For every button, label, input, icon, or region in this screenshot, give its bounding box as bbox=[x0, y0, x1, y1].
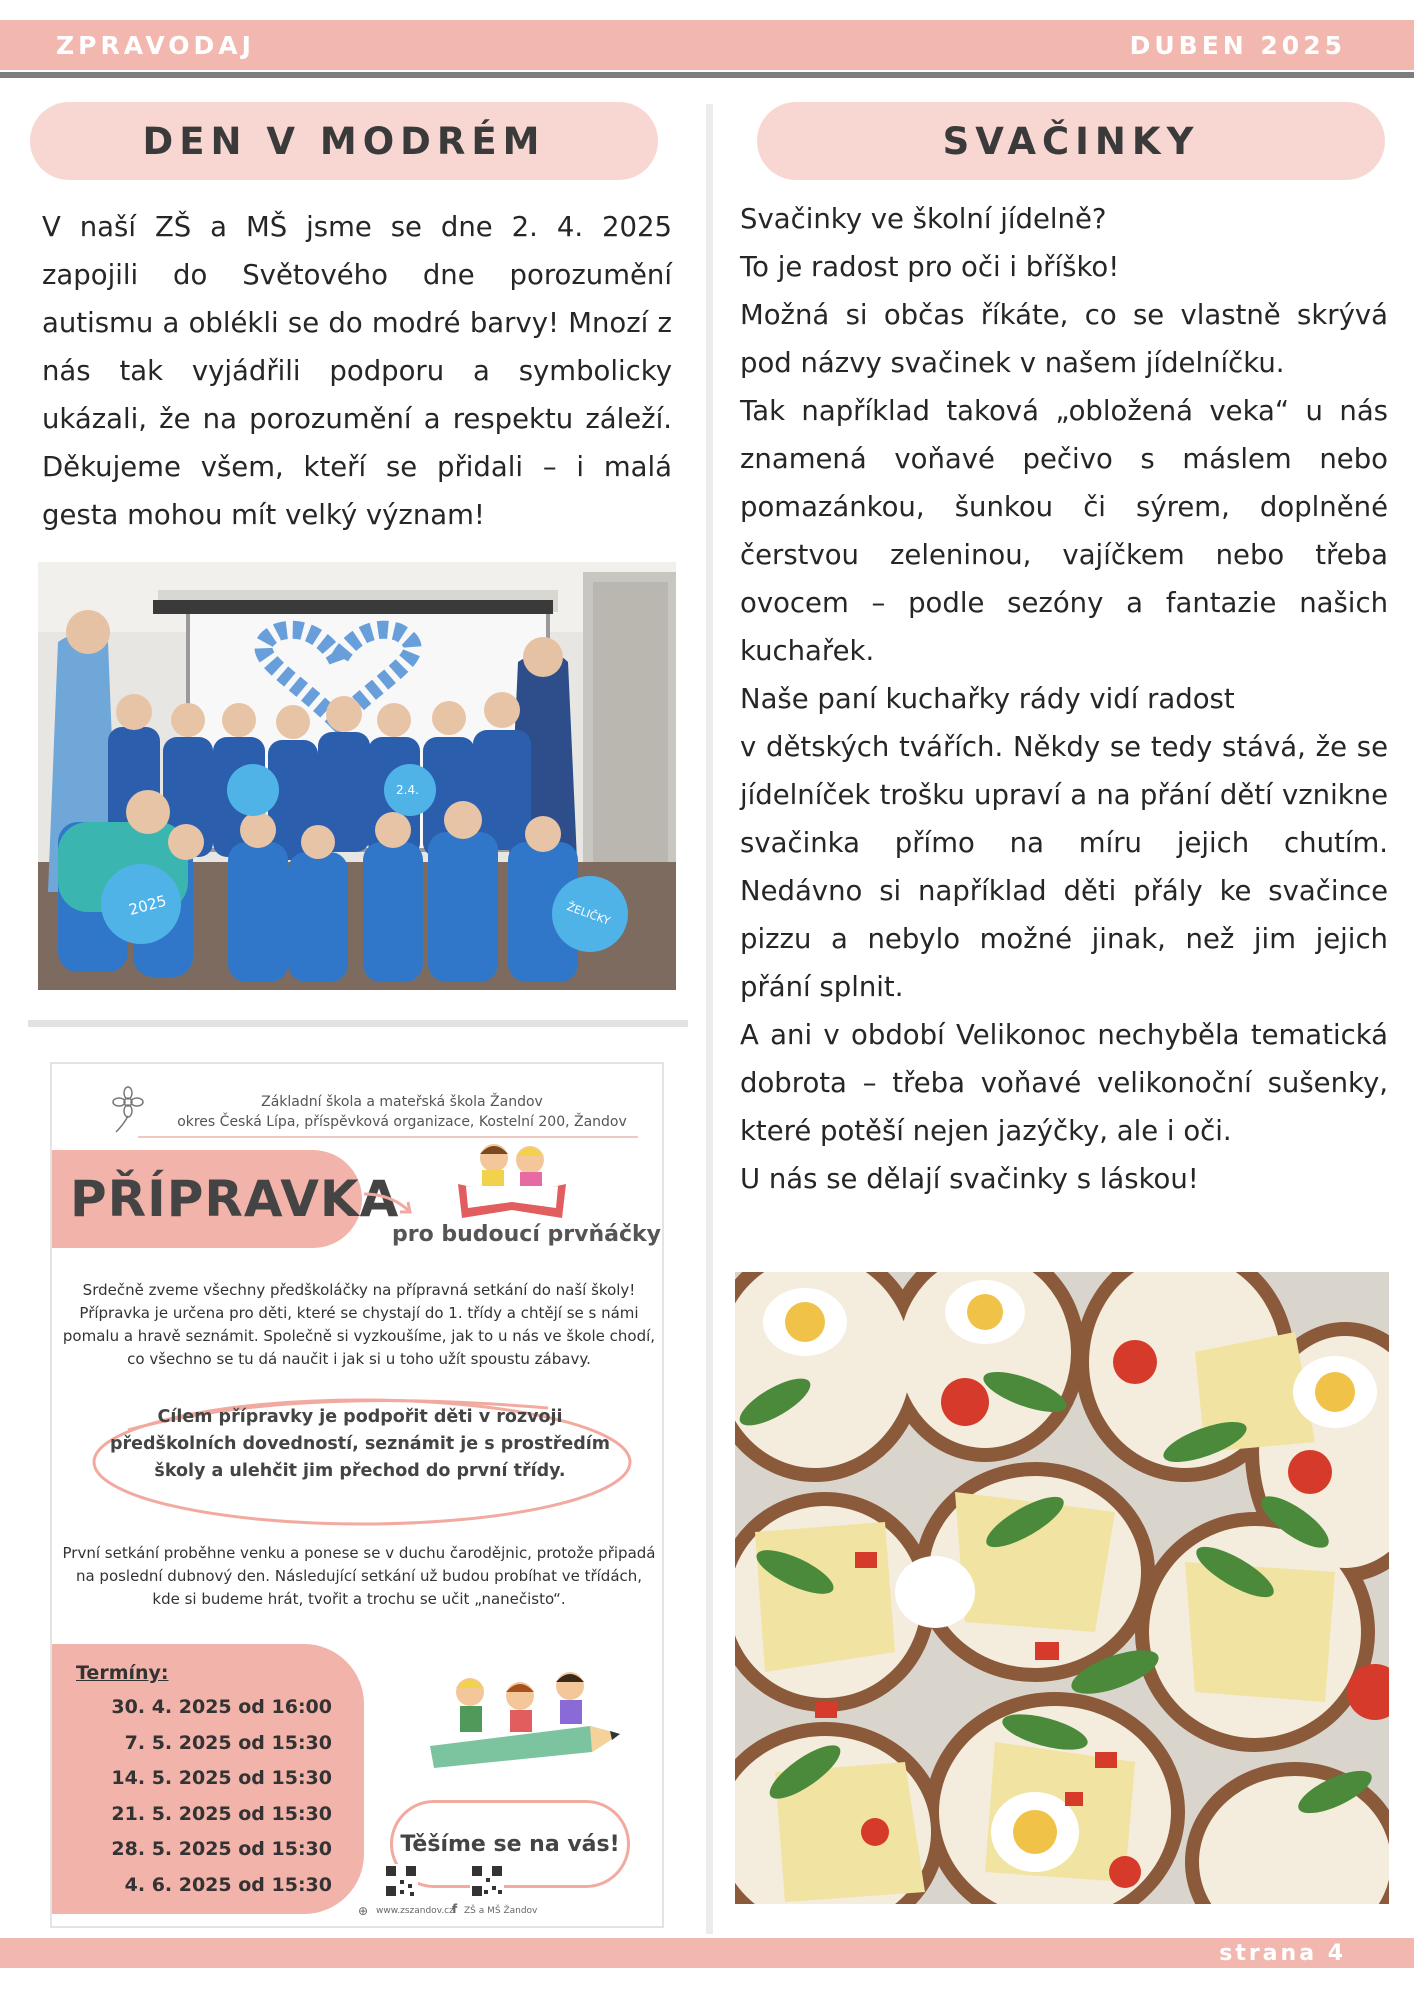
arrow-icon bbox=[360, 1184, 420, 1224]
issue-date: DUBEN 2025 bbox=[1129, 30, 1346, 60]
reading-kids-illustration bbox=[452, 1134, 572, 1220]
closing-badge: Těšíme se na vás! bbox=[390, 1800, 630, 1888]
poster-info: První setkání proběhne venku a ponese se v duchu čarodějnic, protože připadá na poslední dubnový den. Následující setkání už budou probíhat ve třídách, kde si budeme hrát, tvořit a trochu se učit „nanečisto“. bbox=[62, 1544, 656, 1608]
terms-box bbox=[52, 1644, 364, 1914]
qr-code-icon bbox=[384, 1864, 418, 1898]
svacinky-line: U nás se dělají svačinky s láskou! bbox=[740, 1163, 1199, 1195]
poster-subtitle: pro budoucí prvňáčky bbox=[392, 1222, 662, 1247]
kids-on-pencil-illustration bbox=[420, 1656, 630, 1776]
term-date: 28. 5. 2025 od 15:30 bbox=[111, 1838, 332, 1860]
section-title-svacinky: SVAČINKY bbox=[757, 102, 1385, 180]
section-divider bbox=[28, 1020, 688, 1027]
terms-title: Termíny: bbox=[76, 1662, 169, 1684]
balloon-label: ŽELIČKY bbox=[565, 900, 612, 928]
svacinky-line: Naše paní kuchařky rády vidí radost bbox=[740, 683, 1235, 715]
qr-code-icon bbox=[470, 1864, 504, 1898]
svacinky-line: Možná si občas říkáte, co se vlastně skrývá pod názvy svačinek v našem jídelníčku. bbox=[740, 299, 1388, 379]
term-date: 7. 5. 2025 od 15:30 bbox=[124, 1731, 332, 1754]
poster-title: PŘÍPRAVKA bbox=[52, 1150, 362, 1248]
facebook-icon: f bbox=[452, 1902, 458, 1916]
svacinky-line: To je radost pro oči i bříško! bbox=[740, 251, 1120, 283]
svacinky-line: v dětských tvářích. Někdy se tedy stává, že se jídelníček trošku upraví a na přání dětí vznikne svačinka přímo na míru jejich chutím. Nedávno si například děti přály ke svačince pizzu a nebylo možné jinak, než jim jejich přání splnit. bbox=[740, 731, 1388, 1003]
section-title-den-v-modrem: DEN V MODRÉM bbox=[30, 102, 658, 180]
column-divider bbox=[706, 104, 713, 1934]
term-date: 21. 5. 2025 od 15:30 bbox=[111, 1802, 332, 1825]
globe-icon: ⊕ bbox=[358, 1904, 369, 1918]
poster-web: www.zszandov.cz bbox=[376, 1906, 454, 1916]
footer-band bbox=[0, 1938, 1414, 1968]
balloon-label: 2.4. bbox=[396, 783, 419, 797]
snacks-photo bbox=[735, 1272, 1389, 1904]
term-date: 14. 5. 2025 od 15:30 bbox=[111, 1767, 332, 1789]
page-number: strana 4 bbox=[1219, 1940, 1346, 1966]
svacinky-text bbox=[740, 195, 1388, 1203]
term-date: 4. 6. 2025 od 15:30 bbox=[124, 1873, 332, 1896]
header-band bbox=[0, 20, 1414, 70]
poster-fb: ZŠ a MŠ Žandov bbox=[464, 1906, 538, 1916]
den-v-modrem-paragraph: V naší ZŠ a MŠ jsme se dne 2. 4. 2025 zapojili do Světového dne porozumění autismu a oblékli se do modré barvy! Mnozí z nás tak vyjádřili podporu a symbolicky ukázali, že na porozumění a respektu záleží. Děkujeme všem, kteří se přidali – i malá gesta mohou mít velký význam! bbox=[42, 211, 672, 531]
poster-goal: Cílem přípravky je podpořit děti v rozvoji předškolních dovedností, seznámit je s prostředím školy a ulehčit jim přechod do první třídy. bbox=[109, 1407, 610, 1481]
header-rule bbox=[0, 72, 1414, 78]
term-date: 30. 4. 2025 od 16:00 bbox=[111, 1696, 332, 1718]
svacinky-line: A ani v období Velikonoc nechyběla tematická dobrota – třeba voňavé velikonoční sušenky, které potěší nejen jazýčky, ale i oči. bbox=[740, 1019, 1388, 1147]
svacinky-line: Svačinky ve školní jídelně? bbox=[740, 203, 1107, 235]
school-name bbox=[152, 1092, 652, 1132]
flower-logo-icon bbox=[108, 1086, 148, 1134]
school-line-1: Základní škola a mateřská škola Žandov bbox=[261, 1094, 543, 1110]
class-photo bbox=[38, 562, 676, 990]
poster-intro: Srdečně zveme všechny předškoláčky na přípravná setkání do naší školy! Přípravka je určena pro děti, které se chystají do 1. třídy a chtějí se s námi pomalu a hravě seznámit. Společně si vyzkoušíme, jak to u nás ve škole chodí, co všechno se tu dá naučit i jak si u toho užít spoustu zábavy. bbox=[62, 1281, 656, 1368]
pripravka-poster bbox=[50, 1062, 664, 1928]
balloon-label: 2025 bbox=[126, 891, 169, 919]
svacinky-line: Tak například taková „obložená veka“ u nás znamená voňavé pečivo s máslem nebo pomazánkou, šunkou či sýrem, doplněné čerstvou zeleninou, vajíčkem nebo třeba ovocem – podle sezóny a fantazie našich kuchařek. bbox=[740, 395, 1388, 667]
school-line-2: okres Česká Lípa, příspěvková organizace, Kostelní 200, Žandov bbox=[177, 1114, 627, 1130]
newsletter-name: ZPRAVODAJ bbox=[56, 30, 255, 60]
